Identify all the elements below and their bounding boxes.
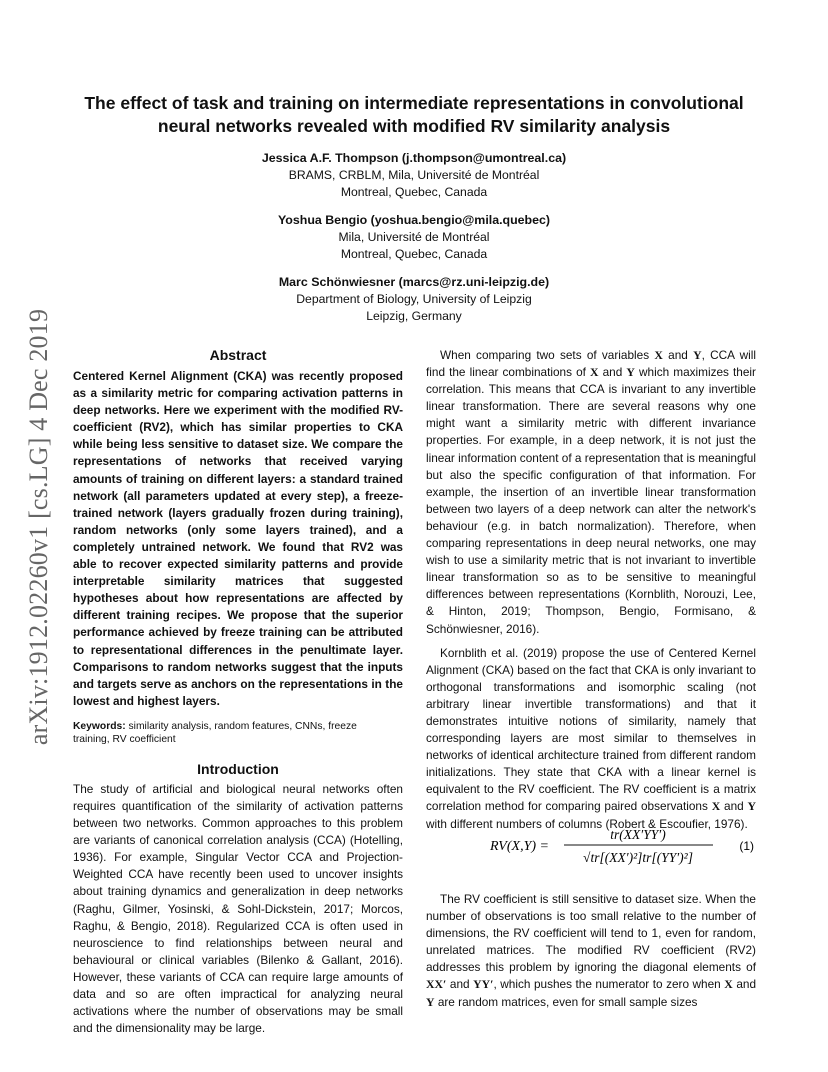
rv-equation: [426, 822, 756, 868]
left-column: [73, 346, 403, 1037]
author-name: Yoshua Bengio (yoshua.bengio@mila.quebec): [277, 213, 551, 227]
equation-numerator: tr(XX′YY′): [610, 827, 666, 842]
right-paragraph-2: Kornblith et al. (2019) propose the use of Centered Kernel Alignment (CKA) based on the fact that CKA is only invariant to orthogonal transformations and isomorphic scaling (not arbitrary linear invertible transformations) and that it demonstrates intuitive notions of similarity, namely that corresponding layers are most similar to themselves in networks of identical architecture trained from different random initializations. They state that CKA with a linear kernel is equivalent to the RV coefficient. The RV coefficient is a matrix correlation method for comparing paired observations X and Y with different numbers of columns (Robert & Escoufier, 1976).: [426, 645, 757, 831]
author-block-1: [160, 149, 668, 201]
equation-denominator: √tr[(XX′)²]tr[(YY′)²]: [583, 850, 693, 865]
author-location: Leipzig, Germany: [366, 309, 462, 323]
author-affiliation: BRAMS, CRBLM, Mila, Université de Montréal: [288, 168, 540, 182]
author-location: Montreal, Quebec, Canada: [340, 247, 488, 261]
keywords-text: similarity analysis, random features, CNNs, freeze training, RV coefficient: [73, 720, 357, 745]
author-block-2: [160, 211, 668, 263]
introduction-heading: Introduction: [197, 760, 279, 777]
author-location: Montreal, Quebec, Canada: [340, 185, 488, 199]
right-paragraph-3: The RV coefficient is still sensitive to dataset size. When the number of observations is too small relative to the number of dimensions, the RV coefficient will tend to 1, even for random, unrelated matrices. The modified RV coefficient (RV2) addresses this problem by ignoring the diagonal elements of XX′ and YY′, which pushes the numerator to zero when X and Y are random matrices, even for small sample sizes: [426, 892, 757, 1009]
author-block-3: [160, 273, 668, 325]
author-affiliation: Department of Biology, University of Leipzig: [296, 292, 532, 306]
author-name: Jessica A.F. Thompson (j.thompson@umontreal.ca): [261, 151, 567, 165]
right-column-lower: [426, 891, 756, 1011]
right-paragraph-1: When comparing two sets of variables X and Y, CCA will find the linear combinations of X and Y which maximizes their correlation. This means that CCA is invariant to any invertible linear transformation. There are several reasons why one might want a similarity metric with different invariance properties. For example, in a deep network, it is not just the linear information content of a representation that is meaningful but also the specific configuration of that information. For example, the insertion of an invertible linear transformation between two layers of a deep network can alter the network's behaviour (e.g. in batch normalization). Therefore, when comparing representations in deep neural networks, one may wish to use a similarity metric that is not invariant to invertible linear transformation so as to be sensitive to meaningful differences between representations (Kornblith, Norouzi, Lee, & Hinton, 2019; Thompson, Bengio, Formisano, & Schönwiesner, 2016).: [426, 348, 757, 636]
author-affiliation: Mila, Université de Montréal: [338, 230, 490, 244]
right-column: [426, 347, 756, 833]
abstract-text: Centered Kernel Alignment (CKA) was recently proposed as a similarity metric for comparing activation patterns in deep networks. Here we experiment with the modified RV-coefficient (RV2), which has similar properties to CKA while being less sensitive to dataset size. We compare the representations of networks that received varying amounts of training on different layers: a standard trained network (all parameters updated at every step), a freeze-trained network (layers gradually frozen during training), random networks (only some layers trained), and a completely untrained network. We found that RV2 was able to recover expected similarity patterns and provide interpretable similarity matrices that suggested hypotheses about how representations are affected by different training recipes. We propose that the superior performance achieved by freeze training can be attributed to representational differences in the penultimate layer. Comparisons to random networks suggest that the inputs and targets serve as anchors on the representations in the lowest and highest layers.: [73, 369, 403, 708]
keywords-label: Keywords:: [73, 720, 126, 732]
equation-lhs: RV(X,Y) =: [490, 839, 549, 854]
introduction-paragraph-1: The study of artificial and biological neural networks often requires quantification of the similarity of activation patterns between two networks. Common approaches to this problem are variants of canonical correlation analysis (CCA) (Hotelling, 1936). For example, Singular Vector CCA and Projection-Weighted CCA have recently been used to uncover insights about training dynamics and generalization in deep networks (Raghu, Gilmer, Yosinski, & Sohl-Dickstein, 2017; Morcos, Raghu, & Bengio, 2018). Regularized CCA is often used in neuroscience to find relationships between neural and behavioural or clinical variables (Bilenko & Gallant, 2016). However, these variants of CCA can require large amounts of data and so are often impractical for analyzing neural activations where the number of observations may be small and the dimensionality may be large.: [73, 781, 403, 1036]
author-name: Marc Schönwiesner (marcs@rz.uni-leipzig.de): [278, 275, 550, 289]
arxiv-identifier-text: arXiv:1912.02260v1 [cs.LG] 4 Dec 2019: [24, 308, 53, 746]
paper-title: The effect of task and training on intermediate representations in convolutional neural networks revealed with modified RV similarity analysis: [84, 93, 744, 136]
abstract-heading: Abstract: [209, 347, 267, 363]
arxiv-identifier-sidebar: [20, 292, 58, 762]
equation-number: (1): [739, 839, 754, 853]
keywords: [73, 720, 403, 746]
